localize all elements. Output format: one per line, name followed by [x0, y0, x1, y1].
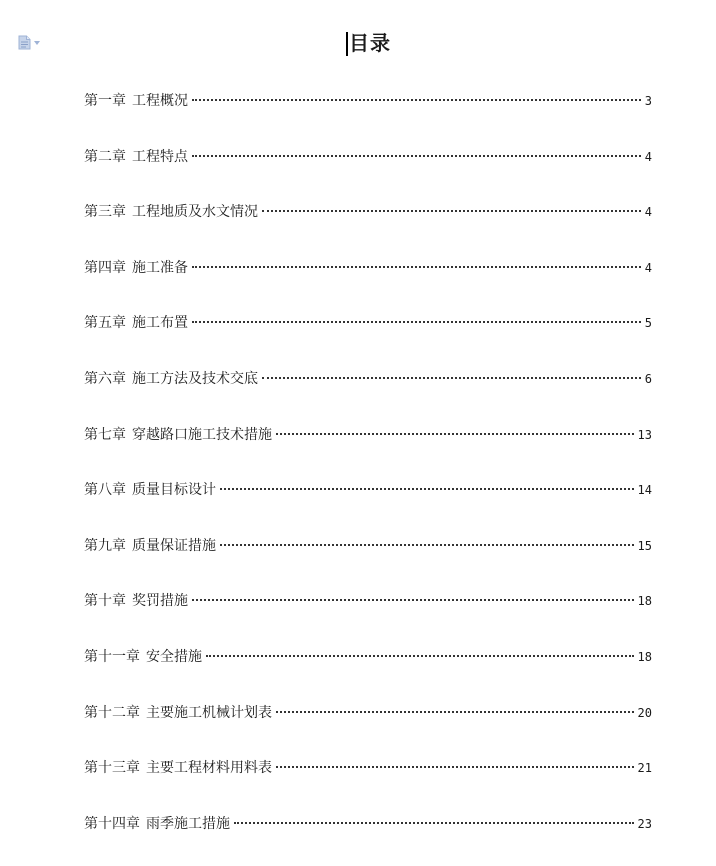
toc-page-number: 4 — [644, 260, 652, 275]
toc-entry[interactable] — [84, 755, 652, 811]
toc-entry[interactable] — [84, 255, 652, 311]
toc-page-number: 3 — [644, 94, 652, 108]
toc-dot-leader — [276, 711, 634, 713]
title-area — [0, 30, 716, 56]
toc-dot-leader — [192, 321, 641, 323]
toc-chapter-number: 第一章 — [84, 93, 126, 109]
toc-entry[interactable] — [84, 811, 652, 866]
toc-dot-leader — [276, 433, 634, 435]
document-title-text: 目录 — [349, 31, 391, 55]
toc-chapter-number: 第五章 — [84, 315, 126, 332]
toc-page-number: 5 — [644, 316, 652, 331]
document-title[interactable] — [349, 30, 391, 56]
toc-chapter-number: 第十章 — [84, 593, 126, 610]
toc-dot-leader — [234, 822, 634, 824]
toc-chapter-title: 质量目标设计 — [132, 482, 216, 499]
toc-dot-leader — [262, 210, 641, 212]
toc-entry[interactable] — [84, 533, 652, 589]
toc-dot-leader — [192, 155, 641, 157]
toc-chapter-number: 第三章 — [84, 204, 126, 221]
toc-page-number: 18 — [637, 649, 652, 664]
toc-dot-leader — [192, 266, 641, 268]
toc-dot-leader — [220, 488, 634, 490]
toc-chapter-title: 工程特点 — [132, 148, 188, 165]
toc-dot-leader — [276, 766, 634, 768]
table-of-contents — [84, 88, 652, 866]
toc-page-number: 18 — [637, 594, 652, 609]
toc-chapter-number: 第九章 — [84, 537, 126, 554]
toc-entry[interactable] — [84, 88, 652, 144]
toc-page-number: 23 — [637, 816, 652, 831]
toc-chapter-title: 主要工程材料用料表 — [146, 760, 272, 777]
toc-entry[interactable] — [84, 700, 652, 756]
toc-entry[interactable] — [84, 144, 652, 200]
toc-chapter-title: 施工方法及技术交底 — [132, 370, 258, 387]
toc-dot-leader — [206, 655, 634, 657]
toc-page-number: 4 — [644, 149, 652, 164]
toc-entry[interactable] — [84, 588, 652, 644]
toc-chapter-title: 质量保证措施 — [132, 537, 216, 554]
toc-chapter-title: 雨季施工措施 — [146, 815, 230, 832]
toc-dot-leader — [220, 544, 634, 546]
toc-chapter-title: 奖罚措施 — [132, 593, 188, 610]
toc-dot-leader — [192, 599, 634, 601]
toc-entry[interactable] — [84, 477, 652, 533]
toc-chapter-number: 第八章 — [84, 482, 126, 499]
toc-page-number: 20 — [637, 705, 652, 720]
toc-chapter-title: 施工布置 — [132, 315, 188, 332]
toc-chapter-title: 穿越路口施工技术措施 — [132, 426, 272, 443]
toc-entry[interactable] — [84, 310, 652, 366]
toc-chapter-title: 主要施工机械计划表 — [146, 704, 272, 721]
toc-chapter-number: 第十三章 — [84, 760, 140, 777]
toc-page-number: 4 — [644, 205, 652, 220]
toc-page-number: 6 — [644, 371, 652, 386]
toc-chapter-number: 第四章 — [84, 259, 126, 276]
toc-entry[interactable] — [84, 422, 652, 478]
toc-chapter-title: 施工准备 — [132, 259, 188, 276]
toc-chapter-number: 第六章 — [84, 370, 126, 387]
toc-chapter-title: 安全措施 — [146, 648, 202, 665]
toc-entry[interactable] — [84, 366, 652, 422]
toc-chapter-title: 工程地质及水文情况 — [132, 204, 258, 221]
toc-chapter-number: 第七章 — [84, 426, 126, 443]
toc-page-number: 14 — [637, 483, 652, 498]
toc-chapter-number: 第十二章 — [84, 704, 140, 721]
toc-chapter-number: 第十四章 — [84, 815, 140, 832]
toc-chapter-number: 第十一章 — [84, 648, 140, 665]
text-cursor — [346, 32, 348, 56]
toc-chapter-number: 第二章 — [84, 148, 126, 165]
toc-page-number: 21 — [637, 761, 652, 776]
toc-page-number: 15 — [637, 538, 652, 553]
toc-chapter-title: 工程概况 — [132, 93, 188, 109]
toc-entry[interactable] — [84, 199, 652, 255]
toc-dot-leader — [262, 377, 641, 379]
toc-dot-leader — [192, 99, 641, 101]
toc-page-number: 13 — [637, 427, 652, 442]
toc-entry[interactable] — [84, 644, 652, 700]
